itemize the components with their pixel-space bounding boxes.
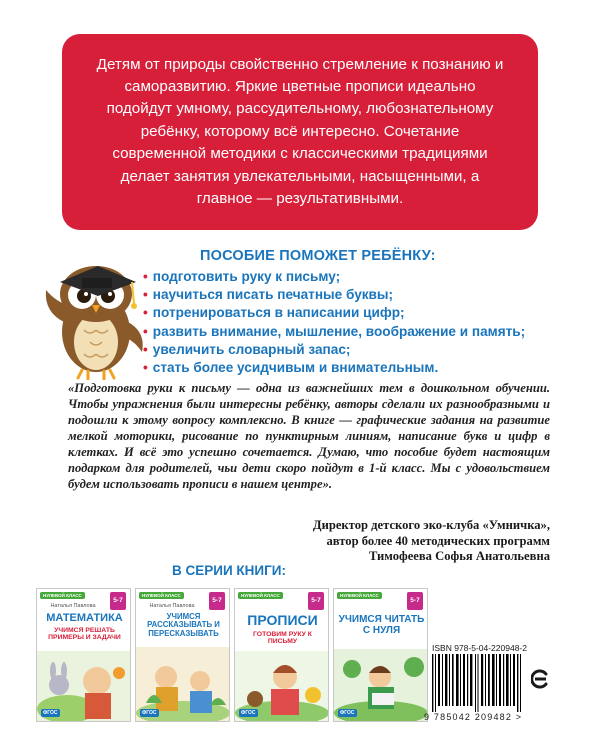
age-badge: 5-7 <box>308 592 324 610</box>
benefits-list <box>143 268 563 377</box>
series-book-math[interactable] <box>36 588 131 722</box>
signature-line: Директор детского эко-клуба «Умничка», <box>312 518 550 532</box>
book-title: УЧИМСЯ РАССКАЗЫВАТЬ И ПЕРЕСКАЗЫВАТЬ <box>147 612 220 638</box>
book-author: Наталья Павлова <box>149 603 195 609</box>
book-author: Наталья Павлова <box>50 603 96 609</box>
book-title: МАТЕМАТИКА <box>46 612 123 624</box>
book-subtitle: ГОТОВИМ РУКУ К ПИСЬМУ <box>253 631 312 646</box>
barcode-icon <box>430 654 526 712</box>
signature-line: автор более 40 методических программ <box>326 533 550 548</box>
testimonial-signature <box>230 518 550 565</box>
fgos-badge: ФГОС <box>43 710 58 716</box>
testimonial-quote: «Подготовка руки к письму — одна из важнейших тем в дошкольном обучении. Чтобы упражнения были интересны ребёнку, авторы сделали их разнообразными и подошли к этому вопросу комплексно. В книге — графические задания на развитие мелкой моторики, рисование по пунктирным линиям, написание букв и цифр в клетках. И всё это успешно сочетается. Думаю, что пособие будет настоящим подарком для родителей, чьи дети скоро пойдут в 1-й класс. Мы с удовольствием будем использовать прописи в нашем центре». <box>68 381 550 491</box>
book-title: ПРОПИСИ <box>247 612 318 628</box>
intro-text: Детям от природы свойственно стремление к познанию и саморазвитию. Яркие цветные прописи идеально подойдут умному, рассудительному, любознательному ребёнку, которому всё интересно. Сочетание современной методики с классическими традициями делает занятия увлекательными, насыщенными, а главное — результативными. <box>96 55 504 208</box>
bullet-icon: • <box>143 323 148 339</box>
series-badge: НУЛЕВОЙ КЛАСС <box>238 592 283 599</box>
signature-author: Тимофеева Софья Анатольевна <box>368 549 550 563</box>
series-book-reading[interactable] <box>333 588 428 722</box>
fgos-badge: ФГОС <box>241 710 256 716</box>
series-badge: НУЛЕВОЙ КЛАСС <box>139 592 184 599</box>
benefit-item: • потренироваться в написании цифр; <box>143 305 405 321</box>
benefit-item: • увеличить словарный запас; <box>143 341 351 357</box>
fgos-badge: ФГОС <box>340 710 355 716</box>
series-book-storytelling[interactable] <box>135 588 230 722</box>
series-title: В СЕРИИ КНИГИ: <box>172 563 286 578</box>
series-book-handwriting[interactable] <box>234 588 329 722</box>
barcode-digits: 9 785042 209482 > <box>424 712 523 722</box>
age-badge: 5-7 <box>209 592 225 610</box>
benefit-item: • развить внимание, мышление, воображение и память; <box>143 323 526 339</box>
series-badge: НУЛЕВОЙ КЛАСС <box>337 592 382 599</box>
bullet-icon: • <box>143 341 148 357</box>
bullet-icon: • <box>143 269 148 284</box>
age-badge: 5-7 <box>110 592 126 610</box>
benefit-item: • научиться писать печатные буквы; <box>143 287 394 303</box>
book-subtitle: УЧИМСЯ РЕШАТЬ ПРИМЕРЫ И ЗАДАЧИ <box>48 627 121 642</box>
benefits-title: ПОСОБИЕ ПОМОЖЕТ РЕБЁНКУ: <box>200 248 436 264</box>
bullet-icon: • <box>143 305 148 321</box>
age-badge: 5-7 <box>407 592 423 610</box>
publisher-logo-icon <box>531 668 549 690</box>
bullet-icon: • <box>143 360 148 376</box>
fgos-badge: ФГОС <box>142 710 157 716</box>
intro-box <box>62 34 538 230</box>
owl-graduate-icon <box>38 250 148 380</box>
book-title: УЧИМСЯ ЧИТАТЬ С НУЛЯ <box>338 614 425 636</box>
bullet-icon: • <box>143 287 148 303</box>
series-badge: НУЛЕВОЙ КЛАСС <box>40 592 85 599</box>
benefit-item: • подготовить руку к письму; <box>143 269 341 284</box>
isbn-label: ISBN 978-5-04-220948-2 <box>432 643 527 653</box>
benefit-item: • стать более усидчивым и внимательным. <box>143 360 439 376</box>
